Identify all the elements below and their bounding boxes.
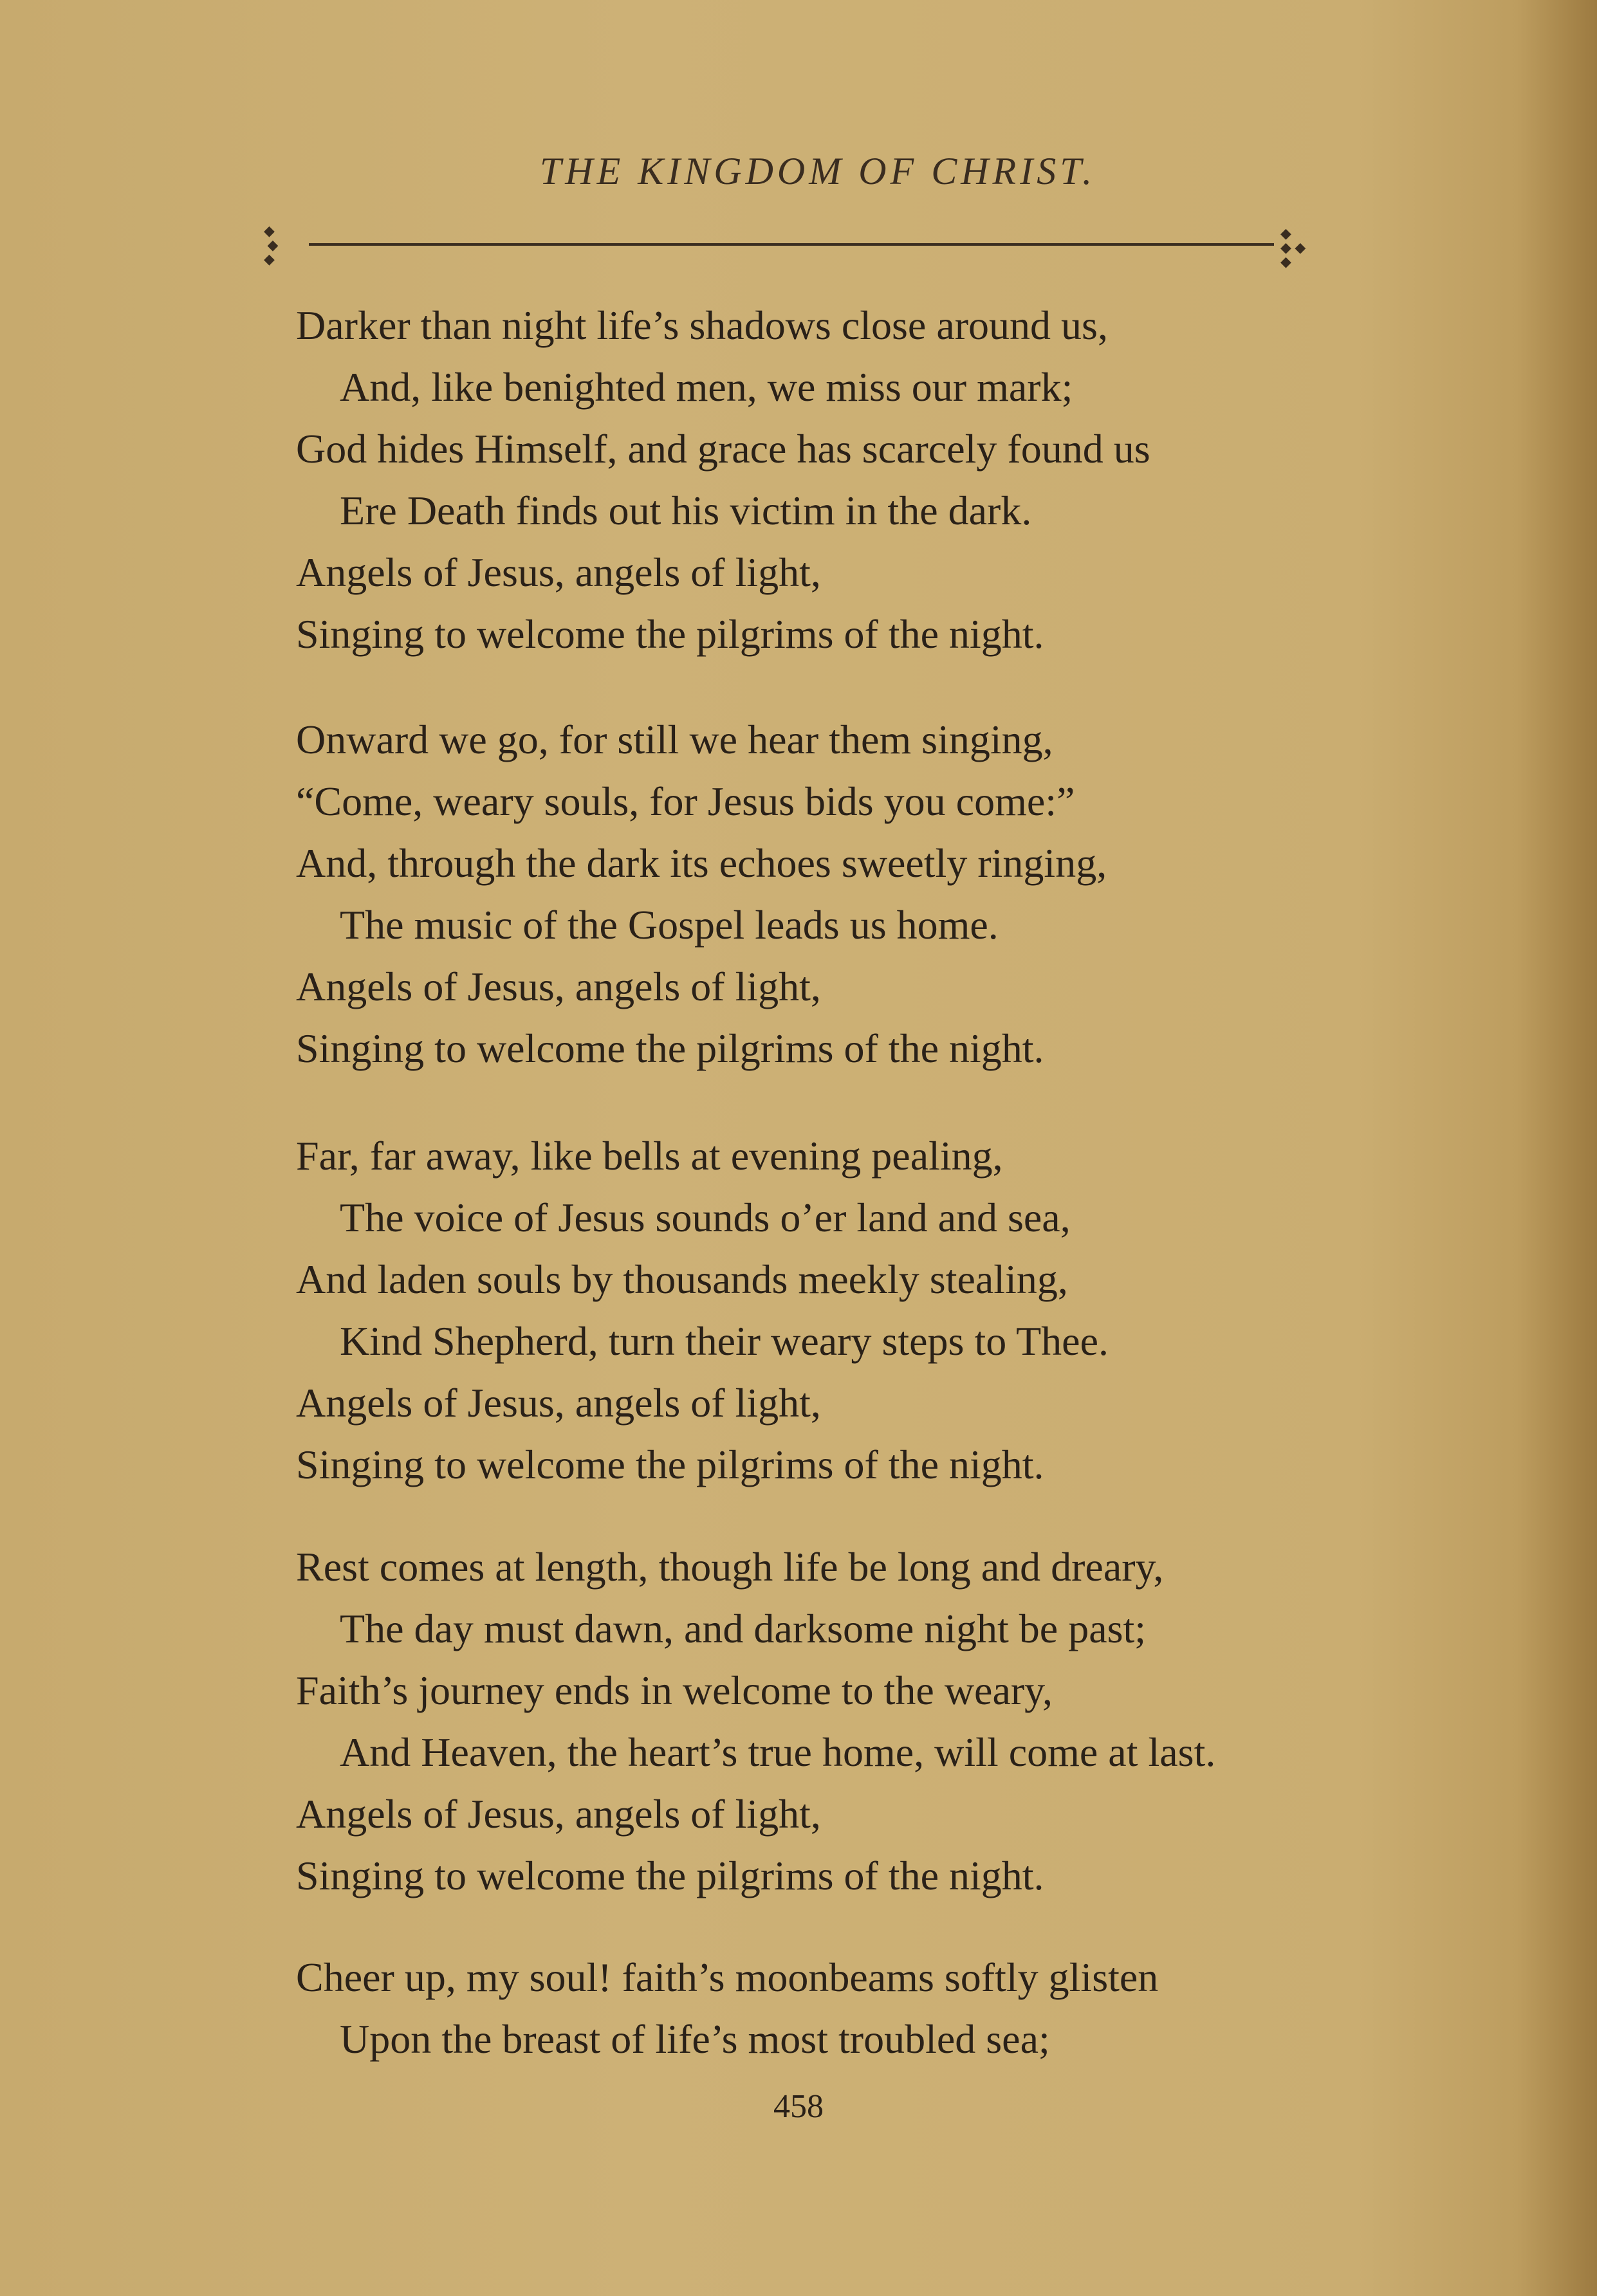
verse-line: The day must dawn, and darksome night be past; (340, 1606, 1147, 1651)
verse-line: Singing to welcome the pilgrims of the night. (296, 1853, 1044, 1898)
ornament-right-icon: ◆ ◆ ◆ ◆ (1280, 225, 1306, 270)
verse-line: Darker than night life’s shadows close around us, (296, 302, 1108, 348)
verse-line: Angels of Jesus, angels of light, (296, 549, 821, 595)
stanza (296, 1947, 1158, 2070)
stanza (296, 1536, 1215, 1907)
verse-line: And laden souls by thousands meekly stealing, (296, 1256, 1068, 1302)
verse-line: Onward we go, for still we hear them singing, (296, 717, 1053, 762)
verse-line: And, like benighted men, we miss our mark; (340, 364, 1073, 410)
verse-line: Cheer up, my soul! faith’s moonbeams softly glisten (296, 1954, 1159, 2000)
verse-line: God hides Himself, and grace has scarcely found us (296, 426, 1150, 472)
verse-line: And, through the dark its echoes sweetly ringing, (296, 840, 1107, 886)
stanza (296, 295, 1150, 665)
verse-line: Ere Death finds out his victim in the dark. (340, 488, 1032, 533)
verse-line: Singing to welcome the pilgrims of the night. (296, 1442, 1044, 1487)
ornament-left-icon: ◆ ◆ ◆ (264, 223, 279, 267)
verse-line: “Come, weary souls, for Jesus bids you come:” (296, 778, 1075, 824)
verse-line: Angels of Jesus, angels of light, (296, 964, 821, 1009)
verse-line: Faith’s journey ends in welcome to the weary, (296, 1667, 1053, 1713)
verse-line: Angels of Jesus, angels of light, (296, 1791, 821, 1837)
verse-line: The music of the Gospel leads us home. (340, 902, 999, 948)
verse-line: The voice of Jesus sounds o’er land and sea, (340, 1195, 1071, 1240)
verse-line: Upon the breast of life’s most troubled sea; (340, 2016, 1050, 2062)
verse-line: Singing to welcome the pilgrims of the night. (296, 1025, 1044, 1071)
verse-line: Rest comes at length, though life be long and dreary, (296, 1544, 1164, 1590)
header-rule (309, 243, 1274, 246)
running-header (0, 149, 1597, 194)
verse-line: Singing to welcome the pilgrims of the night. (296, 611, 1044, 657)
verse-line: Angels of Jesus, angels of light, (296, 1380, 821, 1426)
verse-line: Far, far away, like bells at evening pealing, (296, 1133, 1003, 1179)
verse-line: And Heaven, the heart’s true home, will come at last. (340, 1729, 1216, 1775)
running-title: THE KINGDOM OF CHRIST. (539, 150, 1096, 192)
stanza (296, 709, 1107, 1079)
verse-line: Kind Shepherd, turn their weary steps to Thee. (340, 1318, 1109, 1364)
page-number: 458 (773, 2088, 824, 2125)
stanza (296, 1125, 1109, 1496)
